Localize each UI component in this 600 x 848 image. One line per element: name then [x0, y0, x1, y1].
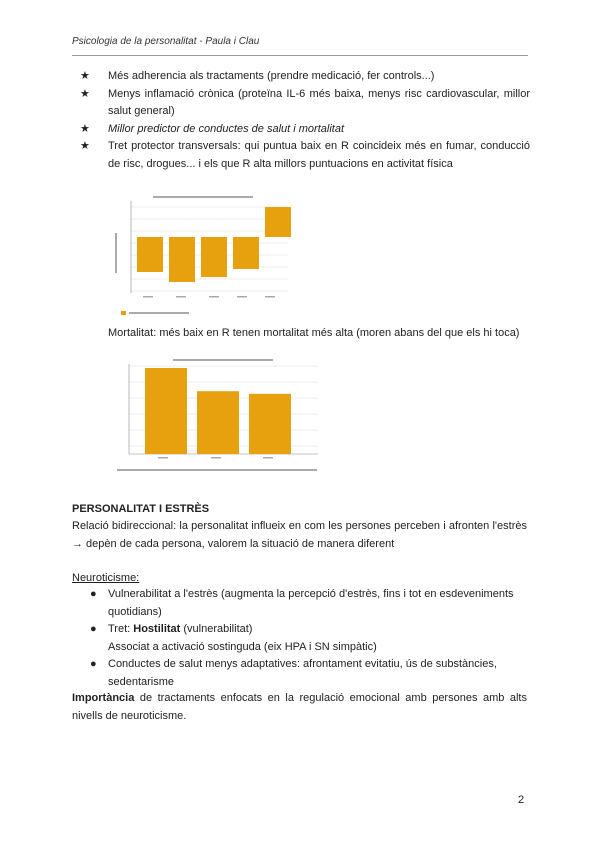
tick-label-placeholder — [263, 457, 273, 459]
section-title: PERSONALITAT I ESTRÈS — [72, 503, 210, 515]
list-item-subline: Associat a activació sostinguda (eix HPA i SN simpàtic) — [108, 640, 377, 653]
bullet-list — [90, 586, 527, 691]
chart-bar — [201, 237, 227, 277]
bullet-dot-icon: ● — [90, 588, 97, 600]
tick-label-placeholder — [158, 457, 168, 459]
legend-swatch — [121, 311, 126, 315]
list-item-text: Menys inflamació crònica (proteïna IL-6 més baixa, menys risc cardiovascular, millor salut general) — [108, 87, 530, 117]
chart-title-placeholder — [153, 196, 253, 198]
list-item-text: Vulnerabilitat a l'estrès (augmenta la percepció d'estrès, fins i tot en esdeveniments quotidians) — [108, 588, 514, 618]
chart-bar — [197, 391, 239, 454]
chart-footnote-placeholder — [117, 469, 317, 471]
star-bullet-icon: ★ — [80, 122, 90, 135]
list-item — [90, 621, 527, 639]
chart-bar — [137, 237, 163, 272]
chart-title-placeholder — [173, 359, 273, 361]
tick-label-placeholder — [176, 296, 186, 298]
star-bullet-icon: ★ — [80, 87, 90, 100]
header-divider — [72, 55, 528, 56]
list-item-text: Millor predictor de conductes de salut i mortalitat — [108, 122, 344, 135]
list-item — [80, 86, 530, 121]
list-item — [90, 586, 527, 621]
trait-suffix: (vulnerabilitat) — [180, 623, 253, 635]
page-header: Psicologia de la personalitat - Paula i Clau — [72, 36, 260, 47]
tick-label-placeholder — [237, 296, 247, 298]
conscientiousness-health-chart — [113, 193, 293, 320]
closing-text: de tractaments enfocats en la regulació emocional amb persones amb alts nivells de neuroticisme. — [72, 692, 527, 722]
subheading-neuroticism: Neuroticisme: — [72, 572, 140, 584]
bullet-dot-icon: ● — [90, 623, 97, 635]
tick-label-placeholder — [211, 457, 221, 459]
tick-label-placeholder — [265, 296, 275, 298]
chart-bar — [145, 368, 187, 454]
list-item-text: Tret protector transversals: qui puntua baix en R coincideix més en fumar, conducció de risc, drogues... i els que R alta millors puntuacions en activitat física — [108, 140, 530, 170]
mortality-chart — [113, 356, 323, 476]
list-item-text: Més adherencia als tractaments (prendre medicació, fer controls...) — [108, 70, 435, 82]
axis-label-placeholder — [115, 233, 117, 273]
trait-name: Hostilitat — [133, 623, 181, 635]
closing-bold: Importància — [72, 692, 135, 704]
section-intro: Relació bidireccional: la personalitat influeix en com les persones perceben i afronten l'estrès → depèn de cada persona, valorem la situació de manera diferent — [72, 520, 527, 550]
tick-label-placeholder — [143, 296, 153, 298]
list-item-text — [108, 621, 252, 639]
star-bullet-icon: ★ — [80, 140, 90, 152]
mortality-caption: Mortalitat: més baix en R tenen mortalitat més alta (moren abans del que els hi toca) — [108, 327, 520, 339]
chart-bar — [169, 237, 195, 282]
closing-paragraph — [72, 690, 527, 725]
list-item — [90, 656, 527, 691]
bullet-dot-icon: ● — [90, 658, 97, 670]
tick-label-placeholder — [209, 296, 219, 298]
list-item — [80, 121, 530, 139]
chart-bar — [249, 394, 291, 454]
trait-prefix: Tret: — [108, 623, 134, 635]
legend-label-placeholder — [129, 312, 189, 314]
list-item — [80, 68, 530, 86]
star-bullet-icon: ★ — [80, 70, 90, 82]
chart-bar — [233, 237, 259, 269]
list-item-text: Conductes de salut menys adaptatives: afrontament evitatiu, ús de substàncies, sedentarisme — [108, 658, 497, 688]
chart-bar — [265, 207, 291, 237]
list-item — [80, 138, 530, 173]
page-number: 2 — [518, 794, 525, 806]
star-list — [80, 68, 530, 173]
